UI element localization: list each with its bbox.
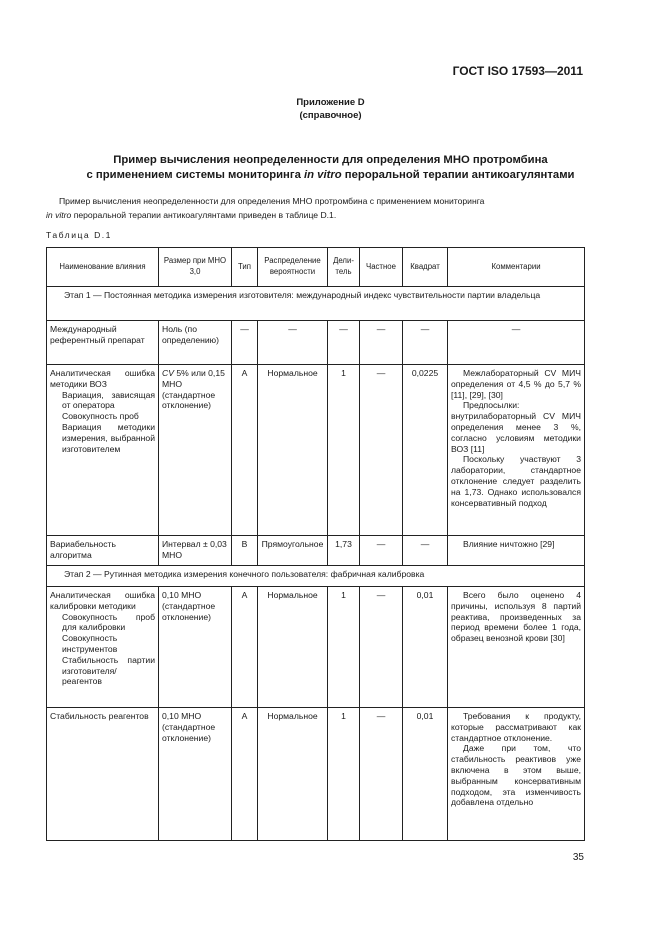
row1-distribution: — — [258, 321, 328, 365]
header-quotient: Частное — [360, 248, 403, 287]
page-title-line2: с применением системы мониторинга in vitro пероральной терапии антикоагулянтами — [86, 169, 575, 181]
row5-type: А — [232, 708, 258, 841]
row3-type: В — [232, 536, 258, 566]
row2-name-sub3: Вариация методики измерения, выбранной изготовителем — [62, 421, 155, 454]
header-distribution: Распределение вероятности — [258, 248, 328, 287]
appendix-title: Приложение D — [296, 97, 365, 108]
row4-comment: Всего было оценено 4 причины, используя 8 партий реактива, произведенных за период времени более 1 года, образец венозной крови [30] — [451, 590, 581, 644]
row3-comment: Влияние ничтожно [29] — [463, 539, 555, 549]
row1-type: — — [232, 321, 258, 365]
row3-square: — — [403, 536, 448, 566]
row5-quotient: — — [360, 708, 403, 841]
row4-name-sub3: Стабильность партии изготовителя/реагентов — [62, 654, 155, 687]
row2-square: 0,0225 — [403, 365, 448, 536]
page-number: 35 — [572, 852, 584, 863]
row5-comment-p2: Даже при том, что стабильность реактивов уже включена в этом выше, выбранным консервативным подходом, эта изменчивость добавлена отдельно — [451, 743, 581, 808]
table-row — [47, 365, 585, 536]
row5-square: 0,01 — [403, 708, 448, 841]
header-size: Размер при МНО 3,0 — [159, 248, 232, 287]
row2-divisor: 1 — [328, 365, 360, 536]
intro-line2: in vitro пероральной терапии антикоагулянтами приведен в таблице D.1. — [46, 210, 337, 220]
row3-quotient: — — [360, 536, 403, 566]
row3-name: Вариабельность алгоритма — [50, 539, 116, 560]
row2-name-sub1: Вариация, зависящая от оператора — [62, 389, 155, 411]
row3-distribution: Прямоугольное — [258, 536, 328, 566]
row2-comment-p3: Поскольку участвуют 3 лаборатории, стандартное отклонение следует разделить на 1,73. Однако использовался консервативный подход — [451, 454, 581, 508]
row2-name-main: Аналитическая ошибка методики ВОЗ — [50, 368, 155, 389]
stage-row — [47, 287, 585, 321]
header-divisor: Дели-тель — [328, 248, 360, 287]
row4-name-sub2: Совокупность инструментов — [62, 633, 118, 654]
stage-row — [47, 566, 585, 587]
row1-size: Ноль (по определению) — [159, 321, 232, 365]
row1-divisor: — — [328, 321, 360, 365]
row5-name: Стабильность реагентов — [50, 711, 149, 721]
header-comments: Комментарии — [448, 248, 585, 287]
table-header-row — [47, 248, 585, 287]
row4-quotient: — — [360, 587, 403, 708]
row2-size: CV 5% или 0,15 МНО (стандартное отклонение) — [159, 365, 232, 536]
intro-line1: Пример вычисления неопределенности для определения МНО протромбина с применением мониторинга — [59, 196, 485, 206]
uncertainty-table — [46, 247, 585, 841]
row2-name-sub2: Совокупность проб — [62, 411, 139, 422]
intro-paragraph — [46, 194, 586, 222]
stage1-text: Этап 1 — Постоянная методика измерения изготовителя: международный индекс чувствительности партии владельца — [64, 290, 541, 300]
row3-divisor: 1,73 — [328, 536, 360, 566]
table-row — [47, 321, 585, 365]
row5-size: 0,10 МНО (стандартное отклонение) — [159, 708, 232, 841]
row2-type: А — [232, 365, 258, 536]
row4-distribution: Нормальное — [258, 587, 328, 708]
row4-name-sub1: Совокупность проб для калибровки — [62, 611, 155, 633]
table-row — [47, 587, 585, 708]
appendix-subtitle: (справочное) — [299, 110, 362, 121]
table-row — [47, 708, 585, 841]
row5-comment-p1: Требования к продукту, которые рассматривают как стандартное отклонение. — [451, 711, 581, 743]
row4-square: 0,01 — [403, 587, 448, 708]
row2-comment-p2: Предпосылки: внутрилабораторный CV МИЧ определения менее 3 %, согласно условиям методики ВОЗ [11] — [451, 400, 581, 454]
row1-square: — — [403, 321, 448, 365]
stage2-text: Этап 2 — Рутинная методика измерения конечного пользователя: фабричная калибровка — [64, 569, 425, 579]
header-type: Тип — [232, 248, 258, 287]
table-caption: Таблица D.1 — [46, 230, 112, 240]
row2-quotient: — — [360, 365, 403, 536]
row1-name: Международный референтный препарат — [50, 324, 145, 345]
row1-quotient: — — [360, 321, 403, 365]
row4-size: 0,10 МНО (стандартное отклонение) — [159, 587, 232, 708]
page-title-line1: Пример вычисления неопределенности для определения МНО протромбина — [113, 154, 548, 166]
row2-comment-p1: Межлабораторный CV МИЧ определения от 4,5 % до 5,7 % [11], [29], [30] — [451, 368, 581, 400]
header-influence: Наименование влияния — [47, 248, 159, 287]
header-square: Квадрат — [403, 248, 448, 287]
row4-divisor: 1 — [328, 587, 360, 708]
table-row — [47, 536, 585, 566]
row3-size: Интервал ± 0,03 МНО — [159, 536, 232, 566]
row1-comment: — — [448, 321, 585, 365]
row4-name-main: Аналитическая ошибка калибровки методики — [50, 590, 155, 611]
row4-type: А — [232, 587, 258, 708]
page-title — [0, 153, 661, 183]
document-id: ГОСТ ISO 17593—2011 — [452, 64, 583, 78]
row5-divisor: 1 — [328, 708, 360, 841]
row5-distribution: Нормальное — [258, 708, 328, 841]
row2-distribution: Нормальное — [258, 365, 328, 536]
